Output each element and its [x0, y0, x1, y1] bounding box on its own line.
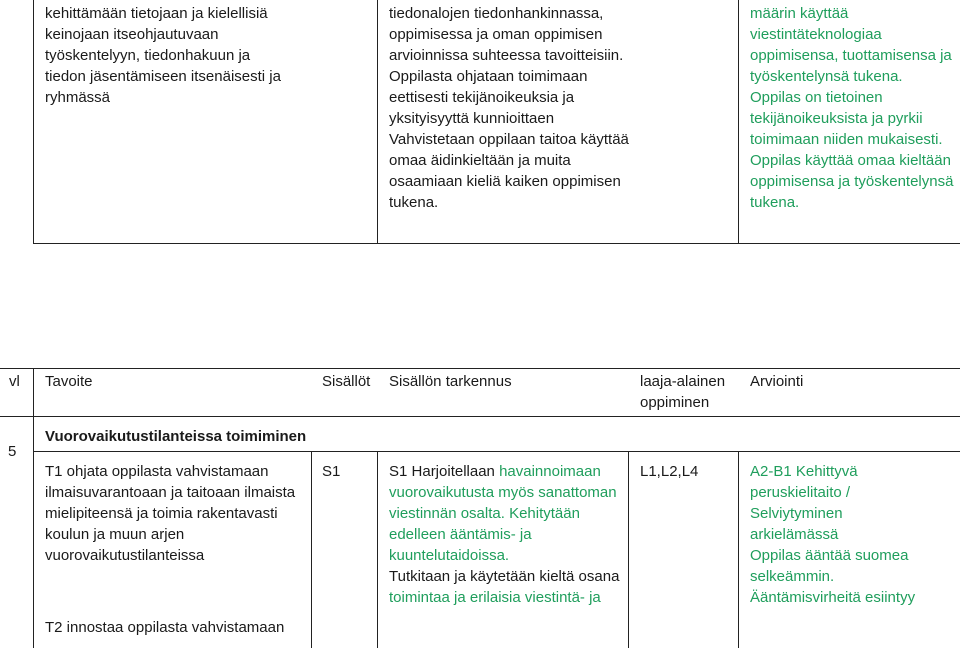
tavoite-cell	[45, 461, 305, 566]
header-tarkennus: Sisällön tarkennus	[389, 373, 512, 390]
tarkennus-green-2: Kehitytään edelleen ääntämis- ja kuuntelutaidoissa.	[389, 505, 580, 564]
tarkennus-p2-prefix: Tutkitaan ja käytetään kieltä osana	[389, 568, 620, 585]
top-table-bottom-border	[33, 243, 960, 244]
top-col3-text	[750, 3, 955, 213]
sisallot-cell: S1	[322, 463, 341, 480]
bottom-col-divider-laaja	[738, 451, 739, 648]
top-col3-paragraph-1: määrin käyttää viestintäteknologiaa oppimisensa, tuottamisensa ja työskentelynsä tukena.	[750, 5, 952, 85]
header-vl: vl	[9, 373, 20, 390]
tarkennus-paragraph-2	[389, 566, 625, 608]
grade-number: 5	[8, 443, 17, 460]
bottom-col-divider-sisallot	[377, 451, 378, 648]
header-arviointi: Arviointi	[750, 373, 804, 390]
top-col3-paragraph-3: Oppilas käyttää omaa kieltään oppimisensa ja työskentelynsä tukena.	[750, 152, 954, 211]
tarkennus-paragraph-1	[389, 461, 625, 566]
header-laaja-alainen: laaja-alainen oppiminen	[640, 373, 726, 411]
bottom-table-section-border	[33, 451, 960, 452]
section-title: Vuorovaikutustilanteissa toimiminen	[45, 428, 307, 445]
top-table-divider-2	[738, 0, 739, 243]
bottom-table-top-border	[0, 368, 960, 369]
header-sisallot: Sisällöt	[322, 373, 371, 390]
tarkennus-green-1: havainnoimaan vuorovaikutusta myös sanattoman viestinnän osalta.	[389, 463, 617, 522]
arviointi-paragraph-2: Oppilas ääntää suomea selkeämmin. Ääntämisvirheitä esiintyy	[750, 547, 916, 606]
top-table-divider-1	[377, 0, 378, 243]
tarkennus-p2-green: toimintaa ja erilaisia viestintä- ja	[389, 589, 601, 606]
tarkennus-prefix: S1 Harjoitellaan	[389, 463, 500, 480]
top-col2-paragraph-1: tiedonalojen tiedonhankinnassa, oppimisessa ja oman oppimisen arvioinnissa suhteessa tavoitteisiin.	[389, 5, 624, 64]
top-table-left-border	[33, 0, 34, 243]
top-col2-text	[389, 3, 629, 213]
top-col1-text	[45, 3, 290, 108]
header-tavoite: Tavoite	[45, 373, 93, 390]
arviointi-cell	[750, 461, 925, 608]
bottom-col-divider-tarkennus	[628, 451, 629, 648]
bottom-col-divider-tavoite	[311, 451, 312, 648]
top-col2-paragraph-2: Oppilasta ohjataan toimimaan eettisesti tekijänoikeuksia ja yksityisyyttä kunnioittaen Vahvistetaan oppilaan taitoa käyttää omaa äidinkieltään ja muita osaamiaan kieliä kaiken oppimisen tukena.	[389, 68, 629, 211]
bottom-col-divider-vl	[33, 368, 34, 648]
top-col1-paragraph: kehittämään tietojaan ja kielellisiä keinojaan itseohjautuvaan työskentelyyn, tiedonhakuun ja tiedon jäsentämiseen itsenäisesti ja ryhmässä	[45, 5, 281, 106]
arviointi-paragraph-1: A2-B1 Kehittyvä peruskielitaito / Selviytyminen arkielämässä	[750, 463, 858, 543]
tavoite-t2: T2 innostaa oppilasta vahvistamaan	[45, 619, 285, 636]
tavoite-t1: T1 ohjata oppilasta vahvistamaan ilmaisuvarantoaan ja taitoaan ilmaista mielipiteensä ja toimia rakentavasti koulun ja muun arjen vuorovaikutustilanteissa	[45, 463, 296, 564]
bottom-table-header-border	[0, 416, 960, 417]
tarkennus-cell	[389, 461, 625, 608]
top-col3-paragraph-2: Oppilas on tietoinen tekijänoikeuksista ja pyrkii toimimaan niiden mukaisesti.	[750, 89, 943, 148]
laaja-cell: L1,L2,L4	[640, 463, 699, 480]
